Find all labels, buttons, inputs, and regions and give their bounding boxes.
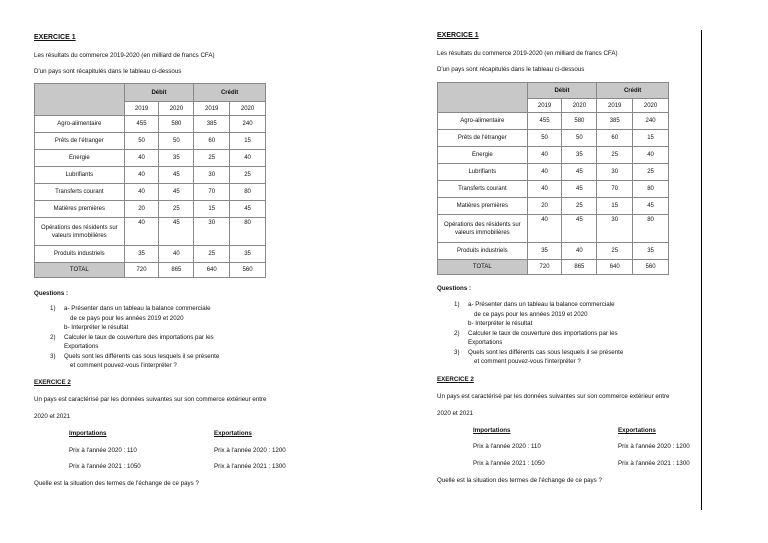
cell: 580	[159, 116, 194, 133]
questions-list	[50, 304, 219, 371]
exercise1-title: EXERCICE 1	[34, 34, 76, 41]
question-number: 3)	[50, 352, 56, 360]
exercise1-intro-line2: D'un pays sont récapitulés dans le tableau ci-dessous	[34, 68, 182, 75]
exercise1-intro-line2: D'un pays sont récapitulés dans le tableau ci-dessous	[437, 66, 585, 73]
cell: 30	[597, 215, 633, 243]
cell: 40	[527, 147, 562, 164]
exercise1-intro-line1: Les résultats du commerce 2019-2020 (en milliard de francs CFA)	[34, 52, 215, 59]
cell: 45	[230, 201, 266, 218]
cell: 70	[194, 184, 230, 201]
cell: 45	[159, 218, 194, 246]
cell: 40	[633, 147, 669, 164]
question-number: 2)	[454, 329, 460, 337]
row-label: Prêts de l'étranger	[438, 130, 528, 147]
question-number: 3)	[454, 348, 460, 356]
table-row	[438, 215, 669, 243]
exports-header: Exportations	[618, 427, 656, 434]
question-item	[50, 352, 219, 371]
row-label: Agro-alimentaire	[438, 113, 528, 130]
header-credit: Crédit	[597, 83, 669, 99]
question-line: a- Présenter dans un tableau la balance commerciale	[468, 301, 615, 308]
cell: 865	[562, 260, 597, 275]
exercise2-title: EXERCICE 2	[437, 376, 474, 383]
cell: 40	[230, 150, 266, 167]
cell: 15	[633, 130, 669, 147]
cell: 45	[159, 184, 194, 201]
cell: 640	[597, 260, 633, 275]
cell: 35	[159, 150, 194, 167]
exercise2-question: Quelle est la situation des termes de l'échange de ce pays ?	[34, 480, 199, 487]
year-header: 2020	[230, 102, 266, 116]
exercise2-intro-line2: 2020 et 2021	[437, 410, 474, 417]
cell: 45	[562, 164, 597, 181]
cell: 30	[194, 218, 230, 246]
year-header: 2020	[562, 99, 597, 113]
year-header: 2020	[159, 102, 194, 116]
cell: 35	[633, 243, 669, 260]
cell: 25	[562, 198, 597, 215]
table-row-total	[35, 263, 266, 278]
year-header: 2019	[527, 99, 562, 113]
table-row	[438, 198, 669, 215]
page-divider-line	[701, 30, 702, 510]
table-row	[35, 201, 266, 218]
export-2020: Prix à l'année 2020 : 1200	[618, 443, 690, 450]
cell: 40	[527, 164, 562, 181]
cell: 40	[527, 181, 562, 198]
cell: 15	[597, 198, 633, 215]
results-table	[34, 83, 266, 278]
year-header: 2019	[597, 99, 633, 113]
imports-header: Importations	[473, 427, 511, 434]
cell: 25	[159, 201, 194, 218]
cell: 560	[230, 263, 266, 278]
cell: 30	[597, 164, 633, 181]
imports-header: Importations	[69, 430, 107, 437]
questions-list	[454, 300, 623, 367]
cell: 640	[194, 263, 230, 278]
cell: 25	[597, 147, 633, 164]
row-label: Matières premières	[438, 198, 528, 215]
header-debit: Débit	[124, 84, 194, 102]
question-line: a- Présenter dans un tableau la balance commerciale	[64, 305, 211, 312]
cell: 45	[633, 198, 669, 215]
cell: 240	[633, 113, 669, 130]
table-row	[35, 116, 266, 133]
cell: 40	[527, 215, 562, 243]
cell: 25	[194, 150, 230, 167]
cell: 25	[194, 246, 230, 263]
total-label: TOTAL	[35, 263, 125, 278]
cell: 40	[562, 243, 597, 260]
cell: 25	[597, 243, 633, 260]
year-header: 2020	[633, 99, 669, 113]
question-item	[454, 300, 623, 329]
header-debit: Débit	[527, 83, 597, 99]
cell: 35	[124, 246, 159, 263]
cell: 45	[562, 181, 597, 198]
cell: 20	[527, 198, 562, 215]
row-label: Lubrifiants	[35, 167, 125, 184]
row-label: Transferts courant	[35, 184, 125, 201]
table-row	[438, 181, 669, 198]
row-label: Opérations des résidents sur valeurs immobilières	[35, 218, 125, 246]
cell: 60	[194, 133, 230, 150]
table-corner	[35, 84, 125, 116]
table-row	[35, 184, 266, 201]
table-row	[35, 167, 266, 184]
row-label: Agro-alimentaire	[35, 116, 125, 133]
question-line: Quels sont les différents cas sous lesquels il se présente	[64, 352, 220, 360]
cell: 35	[562, 147, 597, 164]
row-label: Prêts de l'étranger	[35, 133, 125, 150]
row-label: Energie	[438, 147, 528, 164]
exercise2-intro-line1: Un pays est caractérisé par les données suivantes sur son commerce extérieur entre	[437, 393, 670, 400]
cell: 45	[159, 167, 194, 184]
exercise1-title: EXERCICE 1	[437, 32, 479, 39]
row-label: Opérations des résidents sur valeurs immobilières	[438, 215, 528, 243]
cell: 720	[527, 260, 562, 275]
cell: 455	[527, 113, 562, 130]
exercise2-question: Quelle est la situation des termes de l'échange de ce pays ?	[437, 477, 602, 484]
row-label: Produits industriels	[35, 246, 125, 263]
cell: 50	[562, 130, 597, 147]
question-number: 1)	[454, 301, 460, 308]
cell: 560	[633, 260, 669, 275]
table-row	[35, 218, 266, 246]
cell: 25	[230, 167, 266, 184]
row-label: Transferts courant	[438, 181, 528, 198]
question-line: b- Interpréter le résultat	[64, 324, 129, 331]
cell: 40	[124, 218, 159, 246]
question-line: Exportations	[64, 343, 99, 350]
question-line: Calculer le taux de couverture des importations par les	[468, 329, 618, 337]
cell: 385	[597, 113, 633, 130]
cell: 80	[230, 184, 266, 201]
header-credit: Crédit	[194, 84, 266, 102]
export-2021: Prix à l'année 2021 : 1300	[214, 463, 286, 470]
cell: 35	[230, 246, 266, 263]
question-item	[50, 333, 219, 352]
table-corner	[438, 83, 528, 113]
question-item	[50, 304, 219, 333]
exercise1-intro-line1: Les résultats du commerce 2019-2020 (en milliard de francs CFA)	[437, 50, 618, 57]
table-row	[438, 147, 669, 164]
cell: 15	[194, 201, 230, 218]
question-line: Calculer le taux de couverture des importations par les	[64, 333, 214, 341]
cell: 25	[633, 164, 669, 181]
cell: 865	[159, 263, 194, 278]
table-row	[438, 130, 669, 147]
table-row	[35, 246, 266, 263]
question-line: et comment pouvez-vous l'interpréter ?	[474, 358, 581, 365]
cell: 40	[124, 150, 159, 167]
total-label: TOTAL	[438, 260, 528, 275]
right-page	[384, 0, 768, 543]
export-2021: Prix à l'année 2021 : 1300	[618, 460, 690, 467]
year-header: 2019	[124, 102, 159, 116]
cell: 35	[527, 243, 562, 260]
cell: 50	[159, 133, 194, 150]
cell: 40	[159, 246, 194, 263]
cell: 80	[633, 215, 669, 243]
question-number: 1)	[50, 305, 56, 312]
table-row-total	[438, 260, 669, 275]
cell: 20	[124, 201, 159, 218]
question-line: de ce pays pour les années 2019 et 2020	[474, 310, 588, 318]
import-2021: Prix à l'année 2021 : 1050	[473, 460, 545, 467]
cell: 40	[124, 167, 159, 184]
question-line: Exportations	[468, 339, 503, 346]
cell: 720	[124, 263, 159, 278]
cell: 80	[633, 181, 669, 198]
cell: 385	[194, 116, 230, 133]
table-row	[35, 133, 266, 150]
cell: 80	[230, 218, 266, 246]
exercise2-intro-line2: 2020 et 2021	[34, 413, 71, 420]
results-table	[437, 82, 669, 275]
cell: 60	[597, 130, 633, 147]
question-line: b- Interpréter le résultat	[468, 320, 533, 327]
questions-title: Questions :	[34, 290, 69, 297]
import-2020: Prix à l'année 2020 : 110	[473, 443, 541, 450]
question-item	[454, 329, 623, 348]
row-label: Matières premières	[35, 201, 125, 218]
cell: 70	[597, 181, 633, 198]
cell: 50	[527, 130, 562, 147]
cell: 580	[562, 113, 597, 130]
table-row	[438, 164, 669, 181]
row-label: Energie	[35, 150, 125, 167]
question-line: Quels sont les différents cas sous lesquels il se présente	[468, 348, 624, 356]
question-item	[454, 348, 623, 367]
row-label: Lubrifiants	[438, 164, 528, 181]
cell: 240	[230, 116, 266, 133]
table-row	[438, 113, 669, 130]
cell: 30	[194, 167, 230, 184]
cell: 45	[562, 215, 597, 243]
import-2021: Prix à l'année 2021 : 1050	[69, 463, 141, 470]
cell: 455	[124, 116, 159, 133]
table-row	[35, 150, 266, 167]
question-line: de ce pays pour les années 2019 et 2020	[70, 314, 184, 322]
exports-header: Exportations	[214, 430, 252, 437]
cell: 15	[230, 133, 266, 150]
cell: 50	[124, 133, 159, 150]
question-line: et comment pouvez-vous l'interpréter ?	[70, 362, 177, 369]
questions-title: Questions :	[437, 285, 472, 292]
exercise2-title: EXERCICE 2	[34, 379, 71, 386]
import-2020: Prix à l'année 2020 : 110	[69, 447, 137, 454]
export-2020: Prix à l'année 2020 : 1200	[214, 447, 286, 454]
year-header: 2019	[194, 102, 230, 116]
exercise2-intro-line1: Un pays est caractérisé par les données suivantes sur son commerce extérieur entre	[34, 396, 267, 403]
table-row	[438, 243, 669, 260]
row-label: Produits industriels	[438, 243, 528, 260]
question-number: 2)	[50, 333, 56, 341]
cell: 40	[124, 184, 159, 201]
